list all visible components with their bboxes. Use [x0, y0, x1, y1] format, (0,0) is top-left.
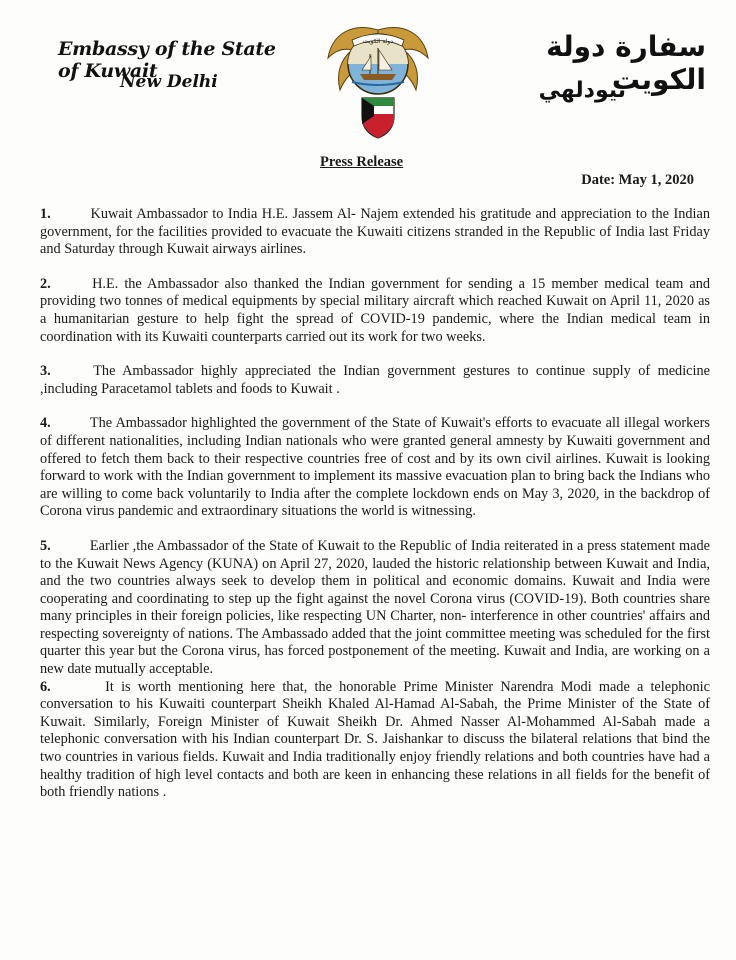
press-release-title: Press Release [320, 154, 404, 170]
paragraph-text: It is worth mentioning here that, the honorable Prime Minister Narendra Modi made a telephonic conversation to his Kuwaiti counterpart Sheikh Khaled Al-Hamad Al-Sabah, the Prime Minister of the State of Kuwait. Similarly, Foreign Minister of Kuwait Sheikh Dr. Ahmed Nasser Al-Mohammed Al-Sabah made a telephonic conversation with his Indian counterpart Dr. S. Jaishankar to discuss the bilateral relations that bind the two countries in various fields. Kuwait and India traditionally enjoy friendly relations and both countries have had a healthy tradition of high level contacts and both are keen in enhancing these relations in all fields for the benefit of both friendly nations . [40, 678, 710, 801]
city-name-en: New Delhi [120, 72, 218, 92]
paragraph-text: The Ambassador highlighted the government of the State of Kuwait's efforts to evacuate all illegal workers of different nationalities, including Indian nationals who were granted general amnesty by Kuwaiti government and offered to fetch them back to their respective countries free of cost and by its own civil airlines. Kuwait is looking forward to work with the Indian government to implement its massive evacuation plan to bring back the Indians who are willing to come back voluntarily to India after the complete lockdown ends on May 3, 2020, in the backdrop of Corona virus pandemic and extraordinary situations the world is witnessing. [40, 415, 710, 520]
paragraph-2 [40, 276, 710, 346]
city-name-ar: نيودلهي [538, 78, 626, 103]
paragraph-number: 6. [40, 678, 51, 695]
paragraph-text: Earlier ,the Ambassador of the State of Kuwait to the Republic of India reiterated in a press statement made to the Kuwait News Agency (KUNA) on April 27, 2020, lauded the historic relationship between Kuwait and India, and the two countries always seek to develop them in political and economic domains. Kuwait and India were cooperating and coordinating to step up the fight against the novel Corona virus (COVID-19). Both countries share many principles in their foreign policies, like respecting UN Charter, non- interference in other countries' affairs and respecting sovereignty of nations. The Ambassado added that the joint committee meeting was scheduled for the first quarter this year but the Corona virus, has forced postponement of the meeting. Kuwait and India, are working on a new date mutually acceptable. [40, 537, 711, 678]
paragraph-3 [40, 363, 710, 398]
kuwait-emblem-icon [322, 12, 434, 142]
paragraph-number: 3. [40, 363, 51, 380]
paragraph-5 [40, 538, 710, 679]
release-body [40, 206, 710, 819]
paragraph-text: The Ambassador highly appreciated the Indian government gestures to continue supply of medicine ,including Paracetamol tablets and foods to Kuwait . [40, 363, 710, 397]
embassy-name-en: Embassy of the State of Kuwait [58, 38, 276, 82]
paragraph-number: 1. [40, 206, 51, 222]
emblem-banner-text: دولة الكويت [363, 38, 393, 45]
paragraph-number: 4. [40, 415, 51, 432]
paragraph-number: 2. [40, 275, 51, 292]
paragraph-number: 5. [40, 537, 51, 554]
paragraph-4 [40, 415, 710, 521]
paragraph-text: H.E. the Ambassador also thanked the Indian government for sending a 15 member medical team and providing two tonnes of medical equipments by special military aircraft which reached Kuwait on April 11, 2020 as a humanitarian gesture to help fight the spread of COVID-19 pandemic, where the Indian medical team in coordination with its Kuwaiti counterparts carried out its work for two weeks. [40, 275, 711, 345]
paragraph-1 [40, 206, 710, 259]
paragraph-6 [40, 679, 710, 802]
paragraph-text: Kuwait Ambassador to India H.E. Jassem Al- Najem extended his gratitude and appreciation to the Indian government, for the facilities provided to evacuate the Kuwaiti citizens stranded in the Republic of India last Friday and Saturday through Kuwait airways airlines. [40, 206, 710, 258]
release-date: Date: May 1, 2020 [581, 172, 694, 188]
embassy-name-ar: سفارة دولة الكويت [546, 30, 706, 96]
